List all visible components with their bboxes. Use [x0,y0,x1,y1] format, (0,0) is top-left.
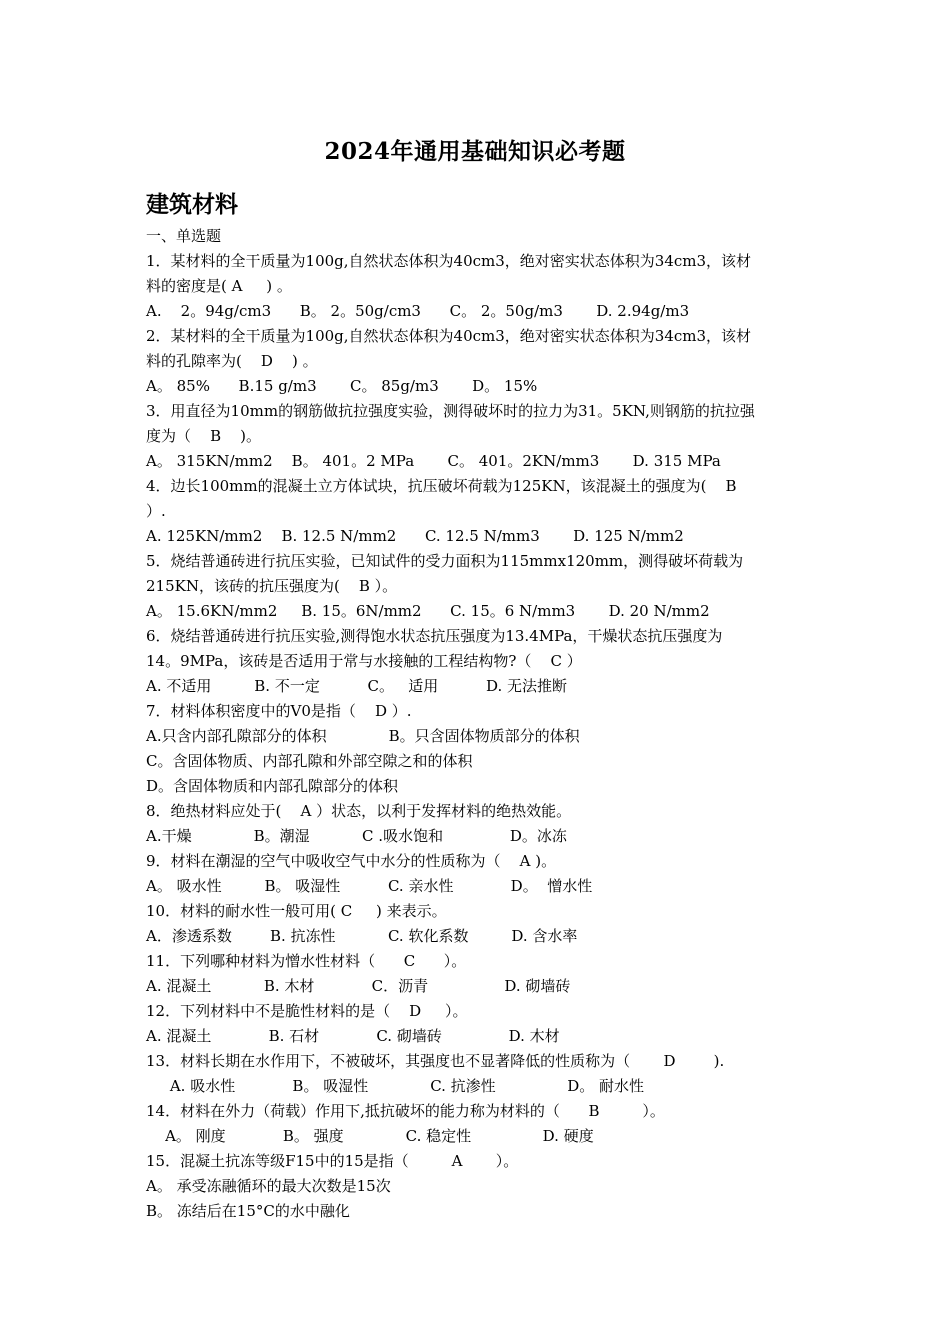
text-line: A。 315KN/mm2 B。 401。2 MPa C。 401。2KN/mm3 D. 315 MPa [146,452,721,470]
text-line: 一、单选题 [146,227,222,245]
text-line: B。 冻结后在15°C的水中融化 [146,1202,350,1220]
document-title: 2024年通用基础知识必考题 [324,138,626,165]
text-line: 11．下列哪种材料为憎水性材料（ C ）。 [146,952,467,970]
text-line: A. 2。94g/cm3 B。 2。50g/cm3 C。 2。50g/m3 D. 2.94g/m3 [146,302,690,320]
text-line: 5．烧结普通砖进行抗压实验，已知试件的受力面积为115mmx120mm，测得破坏荷载为 [146,552,744,570]
text-line: A。 85% B.15 g/m3 C。 85g/m3 D。 15% [146,377,538,395]
text-line: ）. [146,502,166,520]
text-line: A。 承受冻融循环的最大次数是15次 [146,1177,391,1195]
text-line: 度为（ B )。 [146,427,262,445]
text-line: 4．边长100mm的混凝土立方体试块，抗压破坏荷载为125KN，该混凝土的强度为( B [146,477,737,495]
document-body [146,224,806,1224]
text-line: 10．材料的耐水性一般可用( C ) 来表示。 [146,902,447,920]
text-line: A.干燥 B。潮湿 C .吸水饱和 D。冰冻 [146,827,567,845]
text-line: 9．材料在潮湿的空气中吸收空气中水分的性质称为（ A )。 [146,852,557,870]
text-line: 14。9MPa，该砖是否适用于常与水接触的工程结构物?（ C ） [146,652,582,670]
text-line: C。含固体物质、内部孔隙和外部空隙之和的体积 [146,752,473,770]
text-line: 15．混凝土抗冻等级F15中的15是指（ A ）。 [146,1152,519,1170]
text-line: 3．用直径为10mm的钢筋做抗拉强度实验，测得破坏时的拉力为31。5KN,则钢筋的抗拉强 [146,402,755,420]
text-line: D。含固体物质和内部孔隙部分的体积 [146,777,399,795]
text-line: 6．烧结普通砖进行抗压实验,测得饱水状态抗压强度为13.4MPa，干燥状态抗压强度为 [146,627,723,645]
text-line: 2．某材料的全干质量为100g,自然状态体积为40cm3，绝对密实状态体积为34cm3，该材 [146,327,752,345]
text-line: A。 刚度 B。 强度 C. 稳定性 D. 硬度 [146,1127,594,1145]
text-line: A. 吸水性 B。 吸湿性 C. 抗渗性 D。 耐水性 [146,1077,644,1095]
text-line: 1．某材料的全干质量为100g,自然状态体积为40cm3，绝对密实状态体积为34cm3，该材 [146,252,752,270]
section-heading: 建筑材料 [146,191,238,218]
text-line: 13．材料长期在水作用下，不被破坏，其强度也不显著降低的性质称为（ D ). [146,1052,725,1070]
text-line: 8．绝热材料应处于( A ）状态，以利于发挥材料的绝热效能。 [146,802,572,820]
text-line: A. 混凝土 B. 木材 C．沥青 D. 砌墙砖 [146,977,571,995]
text-line: A．渗透系数 B. 抗冻性 C. 软化系数 D. 含水率 [146,927,578,945]
text-line: 12．下列材料中不是脆性材料的是（ D ）。 [146,1002,468,1020]
text-line: A.只含内部孔隙部分的体积 B。只含固体物质部分的体积 [146,727,580,745]
text-line: 14．材料在外力（荷载）作用下,抵抗破坏的能力称为材料的（ B ）。 [146,1102,665,1120]
text-line: A. 125KN/mm2 B. 12.5 N/mm2 C. 12.5 N/mm3 D. 125 N/mm2 [146,527,684,545]
text-line: A。 吸水性 B。 吸湿性 C. 亲水性 D。 憎水性 [146,877,593,895]
text-line: A. 混凝土 B. 石材 C. 砌墙砖 D. 木材 [146,1027,560,1045]
text-line: 215KN，该砖的抗压强度为( B ）。 [146,577,398,595]
text-line: A. 不适用 B. 不一定 C。 适用 D. 无法推断 [146,677,568,695]
text-line: A。 15.6KN/mm2 B. 15。6N/mm2 C. 15。6 N/mm3 D. 20 N/mm2 [146,602,710,620]
text-line: 7．材料体积密度中的V0是指（ D ）. [146,702,412,720]
text-line: 料的密度是( A ) 。 [146,277,292,295]
text-line: 料的孔隙率为( D ) 。 [146,352,318,370]
